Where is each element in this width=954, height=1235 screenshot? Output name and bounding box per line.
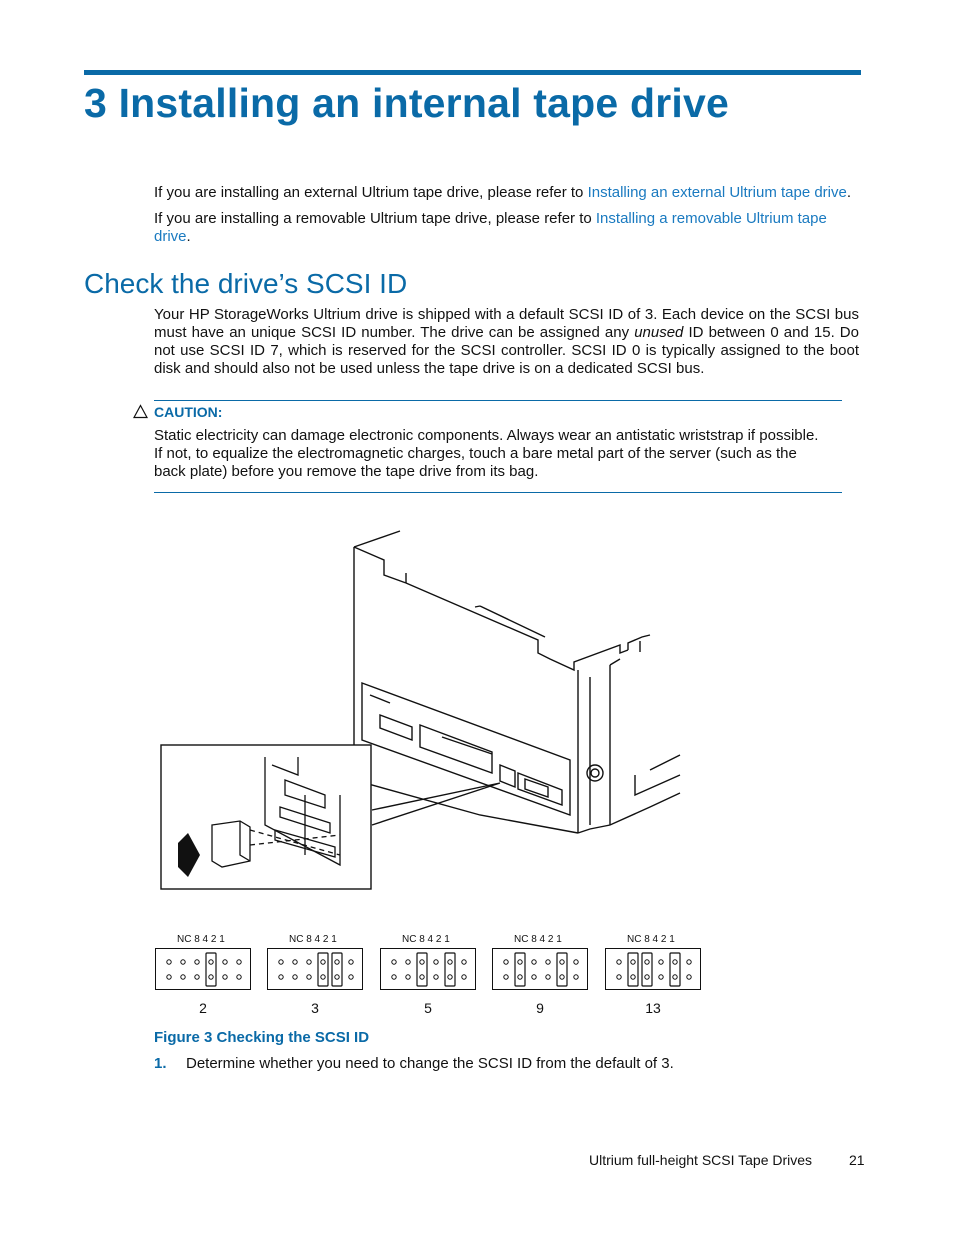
jumper-pin bbox=[167, 975, 171, 979]
jumper-pin bbox=[223, 960, 227, 964]
jumper-pin bbox=[279, 960, 283, 964]
jumper-pin bbox=[349, 960, 353, 964]
tape-drive-illustration bbox=[150, 525, 690, 900]
jumper-block bbox=[492, 934, 588, 1024]
caution-text: Static electricity can damage electronic components. Always wear an antistatic wriststrap if possible. If not, to equalize the electromagnetic charges, touch a bare metal part of the server (such as the back plate) before you remove the tape drive from its bag. bbox=[154, 427, 819, 480]
jumper-pin bbox=[631, 960, 635, 964]
jumper-pin bbox=[209, 975, 213, 979]
jumper-pins bbox=[268, 949, 362, 989]
jumper-pin bbox=[392, 960, 396, 964]
jumper-pin bbox=[687, 960, 691, 964]
jumper-shunt bbox=[515, 953, 525, 986]
jumper-pin bbox=[546, 975, 550, 979]
jumper-shunt bbox=[332, 953, 342, 986]
jumper-pin bbox=[195, 975, 199, 979]
jumper-pin bbox=[293, 975, 297, 979]
jumper-pins bbox=[493, 949, 587, 989]
intro-punct: . bbox=[846, 184, 852, 201]
jumper-shunt bbox=[318, 953, 328, 986]
jumper-pin bbox=[617, 960, 621, 964]
body-text: ID between 0 and 15. Do not use SCSI ID 7, which is reserved for the SCSI controller. SCSI ID 0 is typically assigned to the boot disk and should also not be used unless the tape drive is on a dedicated SCSI bus. bbox=[154, 324, 859, 377]
jumper-pin bbox=[307, 960, 311, 964]
jumper-pin bbox=[448, 960, 452, 964]
footer-title: Ultrium full-height SCSI Tape Drives bbox=[589, 1152, 813, 1168]
body-emphasis: unused bbox=[634, 324, 684, 341]
page-number: 21 bbox=[849, 1152, 865, 1168]
jumper-pin bbox=[645, 960, 649, 964]
jumper-pin bbox=[617, 975, 621, 979]
intro-paragraph-removable bbox=[154, 210, 844, 246]
scsi-id-label: 9 bbox=[536, 1000, 544, 1016]
step-number: 1. bbox=[154, 1055, 167, 1072]
jumper-shunt bbox=[670, 953, 680, 986]
jumper-shunt bbox=[206, 953, 216, 986]
jumper-pin bbox=[532, 975, 536, 979]
jumper-shunt bbox=[445, 953, 455, 986]
jumper-shunt bbox=[642, 953, 652, 986]
intro-text: If you are installing an external Ultrium tape drive, please refer to bbox=[154, 184, 588, 201]
jumper-pin bbox=[673, 960, 677, 964]
jumper-pin bbox=[687, 975, 691, 979]
scsi-id-label: 2 bbox=[199, 1000, 207, 1016]
jumper-pin bbox=[462, 975, 466, 979]
jumper-pin bbox=[406, 975, 410, 979]
jumper-pin bbox=[518, 960, 522, 964]
scsi-id-label: 3 bbox=[311, 1000, 319, 1016]
link-removable-drive[interactable]: Installing a removable Ultrium tape drive bbox=[154, 210, 827, 245]
caution-rule-bottom bbox=[154, 492, 842, 493]
jumper-pin bbox=[518, 975, 522, 979]
jumper-pin bbox=[237, 960, 241, 964]
jumper-pins bbox=[381, 949, 475, 989]
body-text: Your HP StorageWorks Ultrium drive is shipped with a default SCSI ID of 3. Each device on the SCSI bus must have an unique SCSI ID number. The drive can be assigned any bbox=[154, 306, 859, 341]
jumper-pin bbox=[546, 960, 550, 964]
figure-caption: Figure 3 Checking the SCSI ID bbox=[154, 1029, 370, 1046]
link-external-drive[interactable]: Installing an external Ultrium tape drive bbox=[587, 184, 847, 201]
jumper-pin bbox=[349, 975, 353, 979]
caution-label: CAUTION: bbox=[154, 404, 223, 420]
jumper-pin bbox=[532, 960, 536, 964]
jumper-header: NC 8 4 2 1 bbox=[402, 934, 450, 945]
jumper-pin bbox=[195, 960, 199, 964]
jumper-pin bbox=[181, 960, 185, 964]
jumper-pin bbox=[181, 975, 185, 979]
step-text: Determine whether you need to change the SCSI ID from the default of 3. bbox=[186, 1055, 674, 1072]
jumper-pin bbox=[167, 960, 171, 964]
jumper-pin bbox=[209, 960, 213, 964]
jumper-pin bbox=[307, 975, 311, 979]
jumper-pin bbox=[420, 960, 424, 964]
jumper-pin bbox=[504, 960, 508, 964]
intro-text: If you are installing a removable Ultrium tape drive, please refer to bbox=[154, 210, 596, 227]
jumper-pin bbox=[420, 975, 424, 979]
jumper-pin bbox=[574, 975, 578, 979]
jumper-pin bbox=[462, 960, 466, 964]
jumper-pin bbox=[645, 975, 649, 979]
caution-triangle-icon bbox=[133, 404, 148, 419]
jumper-pin bbox=[321, 975, 325, 979]
jumper-pin bbox=[279, 975, 283, 979]
jumper-pin bbox=[237, 975, 241, 979]
jumper-shunt bbox=[557, 953, 567, 986]
jumper-pin bbox=[560, 975, 564, 979]
jumper-pin bbox=[321, 960, 325, 964]
caution-rule-top bbox=[154, 400, 842, 401]
jumper-pin bbox=[335, 960, 339, 964]
jumper-header: NC 8 4 2 1 bbox=[514, 934, 562, 945]
jumper-pin-block bbox=[155, 948, 251, 990]
jumper-pin bbox=[659, 960, 663, 964]
chapter-title: 3 Installing an internal tape drive bbox=[84, 80, 729, 126]
section-body bbox=[154, 306, 859, 378]
jumper-block bbox=[267, 934, 363, 1024]
intro-punct: . bbox=[186, 228, 191, 245]
jumper-pin-block bbox=[605, 948, 701, 990]
intro-paragraph-external bbox=[154, 184, 864, 202]
jumper-pins bbox=[606, 949, 700, 989]
jumper-pin bbox=[293, 960, 297, 964]
section-title: Check the drive’s SCSI ID bbox=[84, 268, 408, 299]
jumper-pin bbox=[223, 975, 227, 979]
jumper-pin bbox=[574, 960, 578, 964]
jumper-shunt bbox=[628, 953, 638, 986]
jumper-pin bbox=[434, 960, 438, 964]
jumper-pin-block bbox=[380, 948, 476, 990]
jumper-shunt bbox=[417, 953, 427, 986]
jumper-header: NC 8 4 2 1 bbox=[177, 934, 225, 945]
jumper-pin bbox=[631, 975, 635, 979]
jumper-pin bbox=[434, 975, 438, 979]
jumper-pin bbox=[335, 975, 339, 979]
jumper-header: NC 8 4 2 1 bbox=[289, 934, 337, 945]
jumper-pin-block bbox=[492, 948, 588, 990]
scsi-id-label: 13 bbox=[645, 1000, 661, 1016]
jumper-pin-block bbox=[267, 948, 363, 990]
jumper-pin bbox=[406, 960, 410, 964]
jumper-pin bbox=[560, 960, 564, 964]
jumper-pin bbox=[504, 975, 508, 979]
jumper-pin bbox=[673, 975, 677, 979]
jumper-header: NC 8 4 2 1 bbox=[627, 934, 675, 945]
scsi-id-label: 5 bbox=[424, 1000, 432, 1016]
jumper-pin bbox=[448, 975, 452, 979]
jumper-pin bbox=[392, 975, 396, 979]
jumper-pin bbox=[659, 975, 663, 979]
jumper-block bbox=[380, 934, 476, 1024]
jumper-pins bbox=[156, 949, 250, 989]
jumper-block bbox=[605, 934, 701, 1024]
chapter-rule bbox=[84, 70, 861, 75]
jumper-block bbox=[155, 934, 251, 1024]
